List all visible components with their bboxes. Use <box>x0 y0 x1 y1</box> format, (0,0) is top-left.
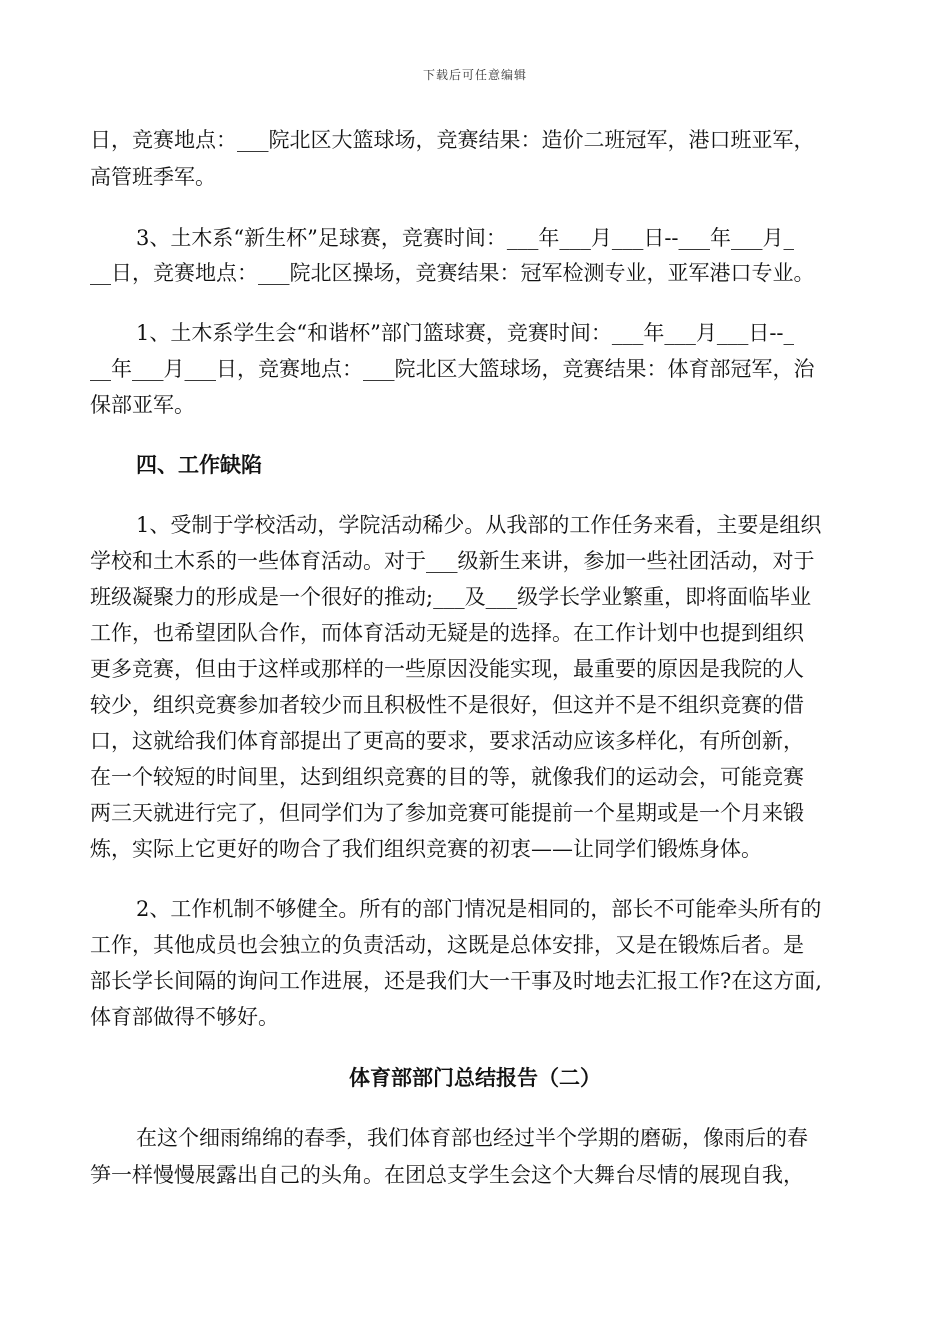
text-line: 1、土木系学生会“和谐杯”部门篮球赛，竞赛时间：___年___月___日--_ <box>136 321 795 345</box>
text-line: 保部亚军。 <box>90 393 195 417</box>
report-title: 体育部部门总结报告（二） <box>349 1065 601 1090</box>
text-line: 2、工作机制不够健全。所有的部门情况是相同的，部长不可能牵头所有的 <box>136 897 822 921</box>
text-line: 部长学长间隔的询问工作进展，还是我们大一干事及时地去汇报工作?在这方面, <box>90 969 822 993</box>
text-line: __年___月___日，竞赛地点：___院北区大篮球场，竞赛结果：体育部冠军，治 <box>90 357 815 381</box>
text-line: 两三天就进行完了，但同学们为了参加竞赛可能提前一个星期或是一个月来锻 <box>90 801 804 825</box>
text-line: 在这个细雨绵绵的春季，我们体育部也经过半个学期的磨砺，像雨后的春 <box>136 1126 808 1150</box>
text-line: __日，竞赛地点：___院北区操场，竞赛结果：冠军检测专业，亚军港口专业。 <box>90 261 815 285</box>
text-line: 学校和土木系的一些体育活动。对于___级新生来讲，参加一些社团活动，对于 <box>90 549 815 573</box>
text-line: 在一个较短的时间里，达到组织竞赛的目的等，就像我们的运动会，可能竞赛 <box>90 765 804 789</box>
text-line: 3、土木系“新生杯”足球赛，竞赛时间：___年___月___日--___年___月_ <box>136 226 795 250</box>
text-line: 1、受制于学校活动，学院活动稀少。从我部的工作任务来看，主要是组织 <box>136 513 822 537</box>
text-line: 笋一样慢慢展露出自己的头角。在团总支学生会这个大舞台尽情的展现自我， <box>90 1163 804 1187</box>
text-line: 体育部做得不够好。 <box>90 1005 279 1029</box>
text-line: 炼，实际上它更好的吻合了我们组织竞赛的初衷——让同学们锻炼身体。 <box>90 837 762 861</box>
text-line: 较少，组织竞赛参加者较少而且积极性不是很好，但这并不是不组织竞赛的借 <box>90 693 804 717</box>
header-note: 下载后可任意编辑 <box>422 68 527 82</box>
text-line: 工作，也希望团队合作，而体育活动无疑是的选择。在工作计划中也提到组织 <box>90 621 804 645</box>
text-line: 班级凝聚力的形成是一个很好的推动;___及___级学长学业繁重，即将面临毕业 <box>90 585 812 609</box>
text-line: 日，竞赛地点：___院北区大篮球场，竞赛结果：造价二班冠军，港口班亚军， <box>90 128 815 152</box>
text-line: 口，这就给我们体育部提出了更高的要求，要求活动应该多样化，有所创新， <box>90 729 804 753</box>
text-line: 工作，其他成员也会独立的负责活动，这既是总体安排，又是在锻炼后者。是 <box>90 933 804 957</box>
section-heading: 四、工作缺陷 <box>136 452 262 477</box>
text-line: 更多竞赛，但由于这样或那样的一些原因没能实现，最重要的原因是我院的人 <box>90 657 804 681</box>
text-line: 高管班季军。 <box>90 165 216 189</box>
